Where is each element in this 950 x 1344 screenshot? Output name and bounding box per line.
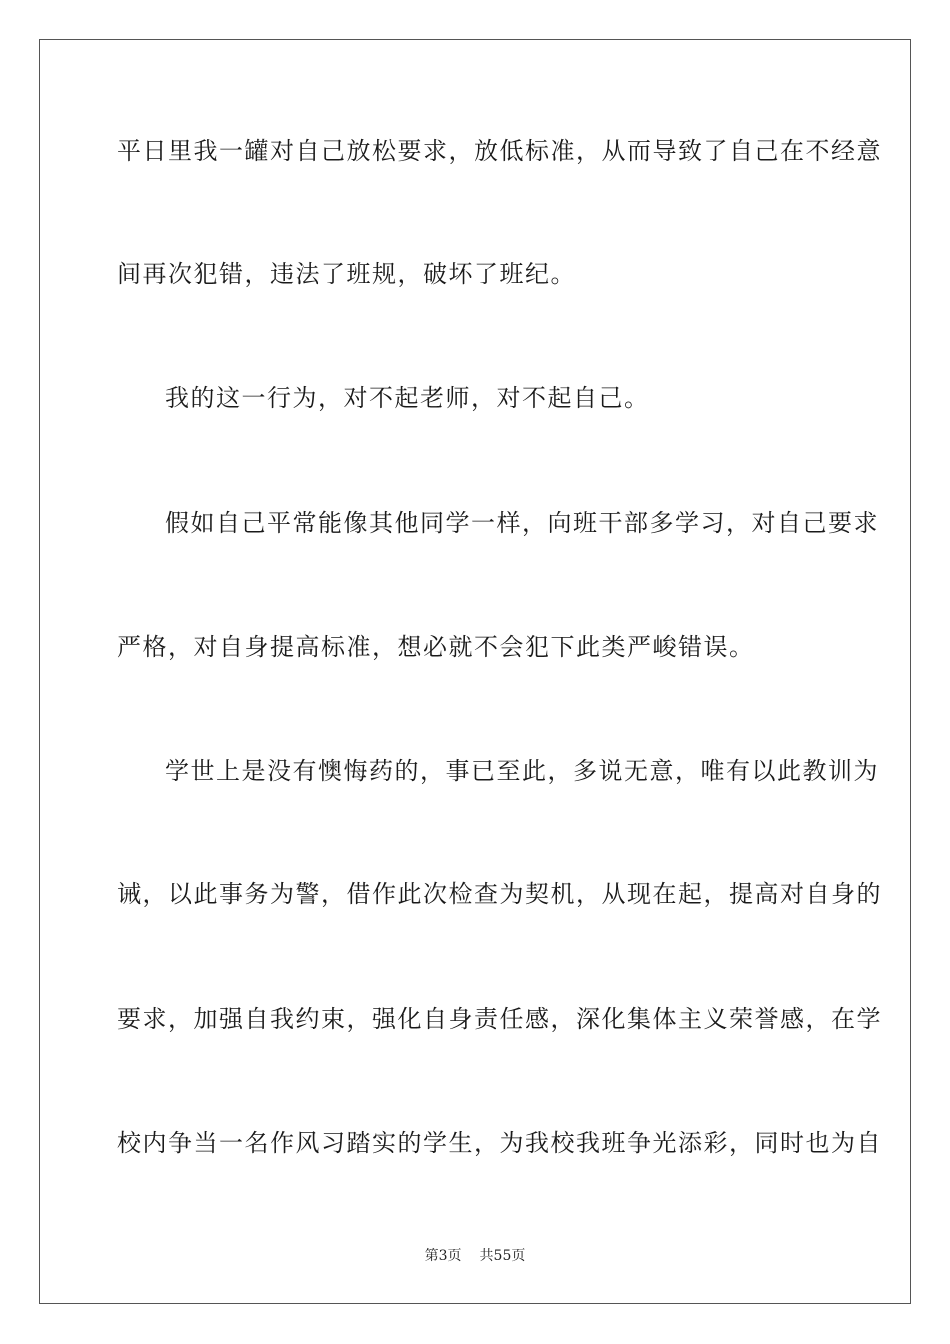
page-frame	[39, 39, 911, 1304]
paragraph-line: 校内争当一名作风习踏实的学生，为我校我班争光添彩，同时也为自	[117, 1129, 882, 1157]
paragraph-line: 诫，以此事务为警，借作此次检查为契机，从现在起，提高对自身的	[117, 880, 882, 908]
paragraph-line: 间再次犯错，违法了班规，破坏了班纪。	[117, 260, 576, 288]
page-total: 共55页	[479, 1248, 526, 1264]
paragraph-line: 平日里我一罐对自己放松要求，放低标准，从而导致了自己在不经意	[117, 137, 882, 165]
paragraph-line: 我的这一行为，对不起老师，对不起自己。	[165, 384, 650, 412]
paragraph-line: 假如自己平常能像其他同学一样，向班干部多学习，对自己要求	[165, 509, 879, 537]
paragraph-line: 严格，对自身提高标准，想必就不会犯下此类严峻错误。	[117, 633, 755, 661]
page-footer	[0, 1247, 950, 1265]
paragraph-line: 要求，加强自我约束，强化自身责任感，深化集体主义荣誉感，在学	[117, 1005, 882, 1033]
paragraph-line: 学世上是没有懊悔药的，事已至此，多说无意，唯有以此教训为	[165, 757, 879, 785]
page-number: 第3页	[424, 1248, 462, 1264]
